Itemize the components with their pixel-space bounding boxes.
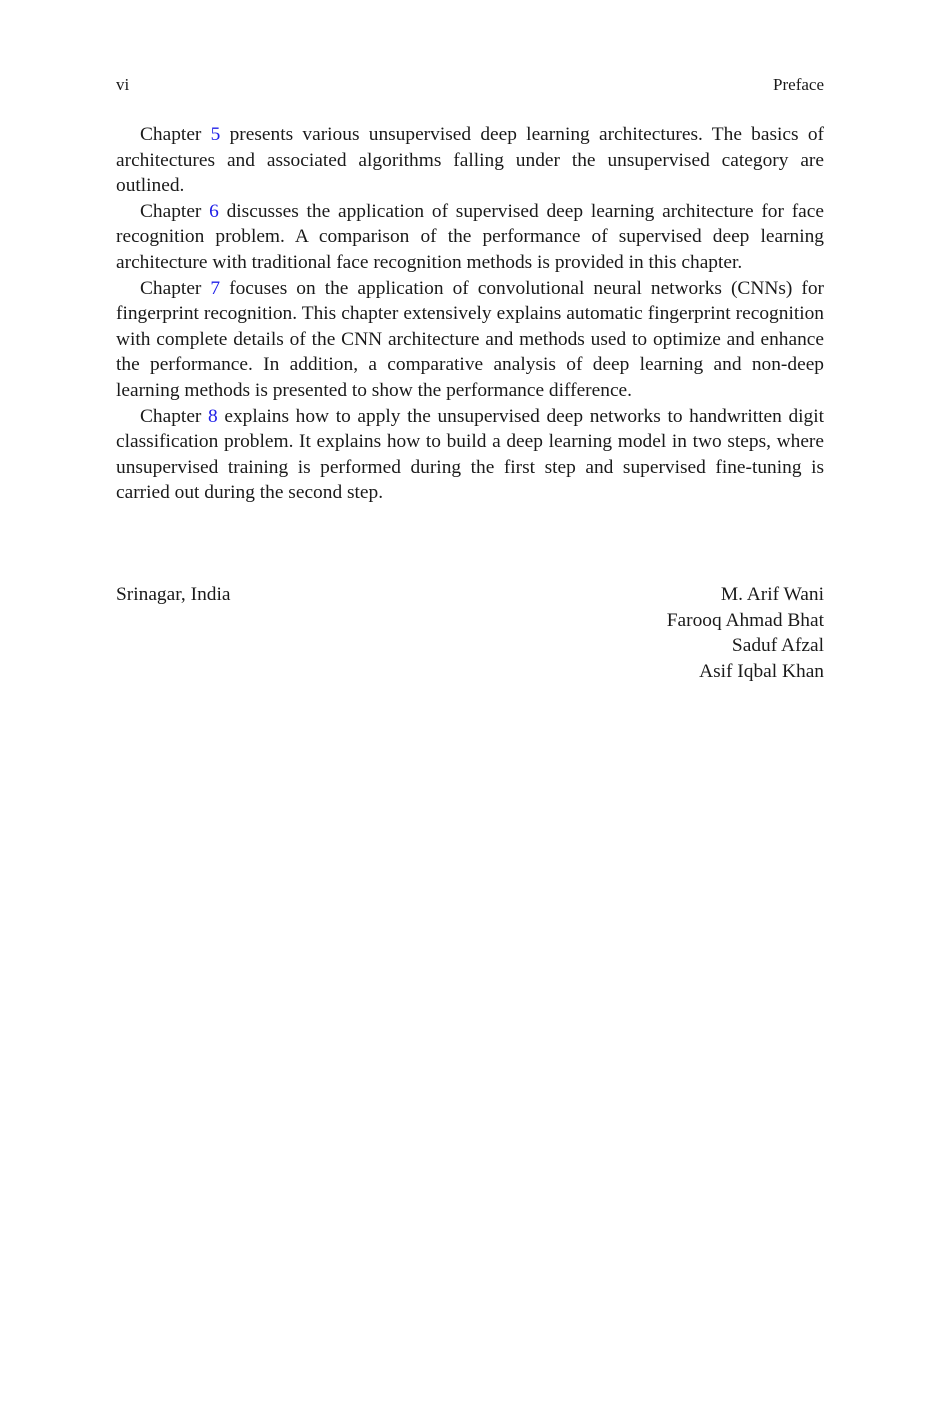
paragraph-chapter-8 (116, 404, 824, 506)
paragraph-prefix: Chapter (140, 277, 211, 299)
author-name: Farooq Ahmad Bhat (666, 609, 824, 631)
signature-place: Srinagar, India (116, 584, 231, 605)
chapter-5-link[interactable]: 5 (210, 124, 221, 145)
paragraph-prefix: Chapter (140, 124, 211, 145)
author-name: Saduf Afzal (731, 635, 824, 657)
preface-body (116, 122, 824, 506)
paragraph-prefix: Chapter (140, 405, 209, 427)
paragraph-text: discusses the application of supervised deep learning architecture for face recognition problem. A comparison of the performance of supervised deep learning architecture with traditional face recognition methods is provided in this chapter. (116, 200, 824, 273)
paragraph-text: focuses on the application of convolutional neural networks (CNNs) for fingerprint recognition. This chapter extensively explains automatic fingerprint recognition with complete details of the CNN architecture and methods used to optimize and enhance the performance. In addition, a comparative analysis of deep learning and non-deep learning methods is presented to show the performance difference. (116, 277, 825, 401)
author-name: Asif Iqbal Khan (699, 660, 824, 682)
author-name: M. Arif Wani (720, 584, 824, 605)
author-list (667, 582, 824, 684)
chapter-6-link[interactable]: 6 (209, 200, 219, 222)
page-number: vi (116, 75, 130, 94)
paragraph-text: explains how to apply the unsupervised deep networks to handwritten digit classification problem. It explains how to build a deep learning model in two steps, where unsupervised training is performed during the first step and supervised fine-tuning is carried out during the second step. (116, 405, 824, 504)
chapter-8-link[interactable]: 8 (208, 405, 218, 427)
section-title: Preface (773, 75, 824, 94)
paragraph-chapter-5 (116, 122, 824, 199)
chapter-7-link[interactable]: 7 (210, 277, 221, 299)
running-head (116, 74, 824, 96)
paragraph-chapter-7 (116, 276, 824, 404)
paragraph-prefix: Chapter (140, 200, 210, 222)
paragraph-text: presents various unsupervised deep learning architectures. The basics of architectures and associated algorithms falling under the unsupervised category are outlined. (116, 124, 824, 197)
paragraph-chapter-6 (116, 199, 824, 276)
